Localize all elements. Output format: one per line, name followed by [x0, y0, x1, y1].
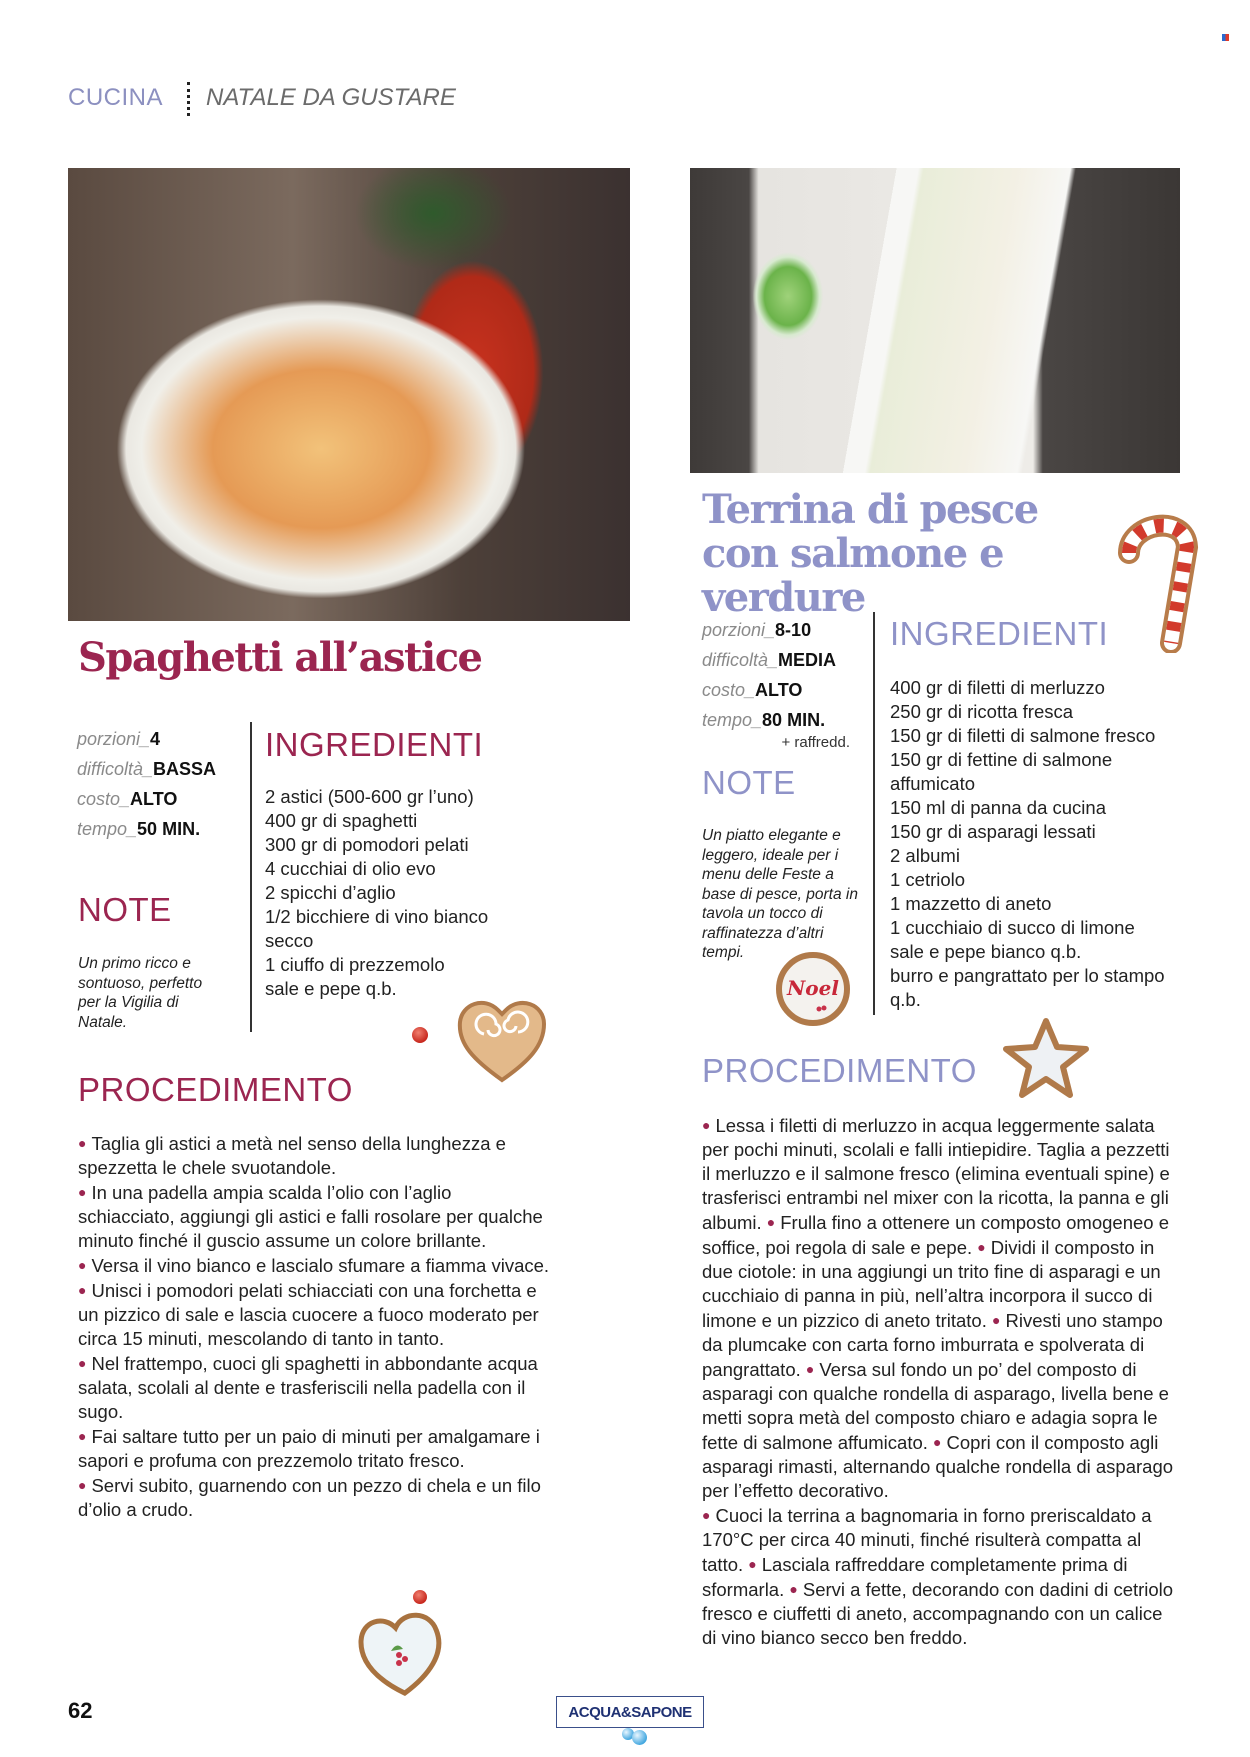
note-text-left: Un primo ricco e sontuoso, perfetto per la Vigilia di Natale. — [78, 955, 203, 1031]
meta-label: costo_ — [77, 789, 131, 809]
step-text: Unisci i pomodori pelati schiacciati con una forchetta e un pizzico di sale e lascia cuocere a fuoco moderato per circa 15 minuti, mescolando di tanto in tanto. — [78, 1280, 539, 1349]
procedure-step — [78, 1278, 553, 1351]
ingredient-item: 2 albumi — [890, 845, 960, 866]
bullet-icon: ● — [78, 1135, 87, 1151]
fish-terrine-photo — [690, 168, 1180, 473]
red-berry-icon — [412, 1027, 428, 1043]
ingredient-item: 150 gr di filetti di salmone fresco — [890, 725, 1156, 746]
step-text: Lessa i filetti di merluzzo in acqua leggermente salata per pochi minuti, scolali e falli intiepidire. Taglia a pezzetti il merluzzo e il salmone fresco (elimina eventuali spine) e trasferisci entrambi nel mixer con la ricotta, la panna e gli albumi. — [702, 1115, 1170, 1233]
bullet-icon: ● — [78, 1257, 87, 1273]
meta-value: 80 MIN. — [762, 710, 826, 730]
step-text: Rivesti uno stampo da plumcake con carta forno imburrata e spolverata di pangrattato. — [702, 1310, 1163, 1380]
bullet-icon: ● — [702, 1117, 711, 1133]
ingredient-item: 1 ciuffo di prezzemolo — [265, 954, 445, 975]
column-divider-left — [250, 722, 252, 1032]
ingredients-list-right — [890, 676, 1180, 1012]
page-title: NATALE DA GUSTARE — [206, 84, 456, 111]
ingredient-item: 4 cucchiai di olio evo — [265, 858, 436, 879]
bullet-icon: ● — [78, 1282, 87, 1298]
star-cookie-icon — [1002, 1017, 1090, 1099]
bullet-icon: ● — [748, 1556, 757, 1572]
heart-cookie-icon — [355, 1607, 451, 1697]
recipe-meta-right — [702, 615, 854, 751]
meta-servings — [77, 724, 216, 754]
candy-cane-icon — [1115, 507, 1203, 653]
meta-value: 50 MIN. — [137, 819, 201, 839]
bullet-icon: ● — [992, 1312, 1001, 1328]
meta-time — [702, 705, 854, 751]
procedure-steps-right — [702, 1113, 1177, 1650]
bullet-icon: ● — [702, 1507, 711, 1523]
red-berry-icon — [413, 1590, 427, 1604]
bullet-icon: ● — [78, 1184, 87, 1200]
bullet-icon: ● — [78, 1355, 87, 1371]
ingredient-item: 1/2 bicchiere di vino bianco secco — [265, 906, 489, 951]
step-text: Nel frattempo, cuoci gli spaghetti in abbondante acqua salata, scolali al dente e trasferiscili nella padella con il sugo. — [78, 1353, 538, 1422]
ingredient-item: sale e pepe q.b. — [265, 978, 397, 999]
meta-label: tempo_ — [702, 710, 763, 730]
procedure-step — [78, 1351, 553, 1424]
spaghetti-lobster-photo — [68, 168, 630, 621]
step-text: In una padella ampia scalda l’olio con l’aglio schiacciato, aggiungi gli astici e falli rosolare per qualche minuto finché il guscio assume un colore brillante. — [78, 1182, 543, 1251]
step-text: Cuoci la terrina a bagnomaria in forno preriscaldato a 170°C per circa 40 minuti, finché risulterà compatta al tatto. — [702, 1505, 1152, 1575]
logo-text: ACQUA&SAPONE — [568, 1703, 692, 1721]
meta-value: 8-10 — [775, 620, 812, 640]
ingredient-item: burro e pangrattato per lo stampo q.b. — [890, 965, 1165, 1010]
meta-difficulty — [77, 754, 216, 784]
bullet-icon: ● — [78, 1428, 87, 1444]
step-text: Versa il vino bianco e lascialo sfumare a fiamma vivace. — [91, 1255, 550, 1276]
meta-servings — [702, 615, 854, 645]
step-text: Servi subito, guarnendo con un pezzo di chela e un filo d’olio a crudo. — [78, 1475, 541, 1520]
step-text: Frulla fino a ottenere un composto omogeneo e soffice, poi regola di sale e pepe. — [702, 1212, 1169, 1258]
ingredient-item: 2 astici (500-600 gr l’uno) — [265, 786, 474, 807]
ingredient-item: 1 cetriolo — [890, 869, 966, 890]
meta-label: costo_ — [702, 680, 756, 700]
bullet-icon: ● — [78, 1477, 87, 1493]
meta-label: porzioni_ — [77, 729, 151, 749]
procedure-step — [78, 1424, 553, 1473]
procedure-step — [78, 1473, 553, 1522]
meta-cost — [702, 675, 854, 705]
header-separator — [187, 82, 190, 116]
step-text: Lasciala raffreddare completamente prima di sformarla. — [702, 1554, 1128, 1600]
bullet-icon: ● — [766, 1214, 776, 1230]
recipe-title-left: Spaghetti all’astice — [78, 634, 482, 681]
recipe-meta-left — [77, 724, 216, 844]
corner-marker — [1222, 34, 1229, 41]
noel-text: Noel — [787, 976, 839, 1000]
step-text: Dividi il composto in due ciotole: in una aggiungi un trito fine di asparagi e un cucchiaio di panna in più, nell’altra incorpora il succo di limone e un pizzico di aneto tritato. — [702, 1237, 1161, 1331]
bullet-icon: ● — [933, 1434, 942, 1450]
page-number: 62 — [68, 1698, 93, 1723]
noel-cookie-icon — [775, 951, 851, 1027]
meta-label: difficoltà_ — [77, 759, 154, 779]
ingredient-item: 150 ml di panna da cucina — [890, 797, 1106, 818]
ingredient-item: 150 gr di asparagi lessati — [890, 821, 1096, 842]
note-heading-right: NOTE — [702, 764, 796, 801]
ingredient-item: 400 gr di spaghetti — [265, 810, 418, 831]
recipe-title-right: Terrina di pesce con salmone e verdure — [702, 486, 1038, 621]
meta-value: MEDIA — [778, 650, 837, 670]
procedure-step — [78, 1253, 553, 1278]
meta-value: ALTO — [755, 680, 803, 700]
ingredient-item: 300 gr di pomodori pelati — [265, 834, 469, 855]
ingredient-item: 400 gr di filetti di merluzzo — [890, 677, 1105, 698]
procedure-step — [78, 1131, 553, 1180]
procedure-heading-right: PROCEDIMENTO — [702, 1052, 977, 1089]
step-text: Copri con il composto agli asparagi rimasti, alternando qualche rondella di asparago per l’effetto decorativo. — [702, 1432, 1174, 1501]
meta-cost — [77, 784, 216, 814]
ingredient-item: 250 gr di ricotta fresca — [890, 701, 1074, 722]
section-label: CUCINA — [68, 84, 164, 111]
ingredient-item: 1 mazzetto di aneto — [890, 893, 1052, 914]
procedure-heading-left: PROCEDIMENTO — [78, 1071, 353, 1108]
meta-extra: + raffredd. — [781, 734, 850, 751]
meta-label: tempo_ — [77, 819, 138, 839]
ingredient-item: 2 spicchi d’aglio — [265, 882, 396, 903]
meta-label: difficoltà_ — [702, 650, 779, 670]
step-text: Fai saltare tutto per un paio di minuti per amalgamare i sapori e profuma con prezzemolo tritato fresco. — [78, 1426, 540, 1471]
meta-difficulty — [702, 645, 854, 675]
bullet-icon: ● — [789, 1581, 798, 1597]
ingredient-item: 1 cucchiaio di succo di limone — [890, 917, 1135, 938]
acqua-sapone-logo — [556, 1696, 704, 1728]
meta-label: porzioni_ — [702, 620, 776, 640]
ingredients-heading-left: INGREDIENTI — [265, 726, 484, 763]
note-text-right: Un piatto elegante e leggero, ideale per i menu delle Feste a base di pesce, porta in tavola un tocco di raffinatezza d’altri tempi. — [702, 827, 858, 961]
procedure-step — [78, 1180, 553, 1253]
meta-value: ALTO — [130, 789, 178, 809]
ingredient-item: sale e pepe bianco q.b. — [890, 941, 1082, 962]
meta-time — [77, 814, 216, 844]
bubble-icon — [632, 1730, 647, 1745]
bullet-icon: ● — [805, 1361, 815, 1377]
swirl-heart-cookie-icon — [454, 994, 550, 1084]
note-heading-left: NOTE — [78, 891, 172, 928]
procedure-steps-left — [78, 1131, 553, 1522]
ingredients-list-left — [265, 785, 525, 1001]
bullet-icon: ● — [977, 1239, 986, 1255]
meta-value: 4 — [150, 729, 161, 749]
step-text: Servi a fette, decorando con dadini di cetriolo fresco e ciuffetti di aneto, accompagnando con un calice di vino bianco secco ben freddo. — [702, 1579, 1174, 1648]
step-text: Versa sul fondo un po’ del composto di asparagi con qualche rondella di asparago, livella bene e metti sopra metà del composto chiaro e adagia sopra le fette di salmone affumicato. — [702, 1359, 1169, 1453]
column-divider-right — [873, 612, 875, 1015]
ingredient-item: 150 gr di fettine di salmone affumicato — [890, 749, 1113, 794]
ingredients-heading-right: INGREDIENTI — [890, 615, 1109, 652]
step-text: Taglia gli astici a metà nel senso della lunghezza e spezzetta le chele svuotandole. — [78, 1133, 506, 1178]
meta-value: BASSA — [153, 759, 217, 779]
